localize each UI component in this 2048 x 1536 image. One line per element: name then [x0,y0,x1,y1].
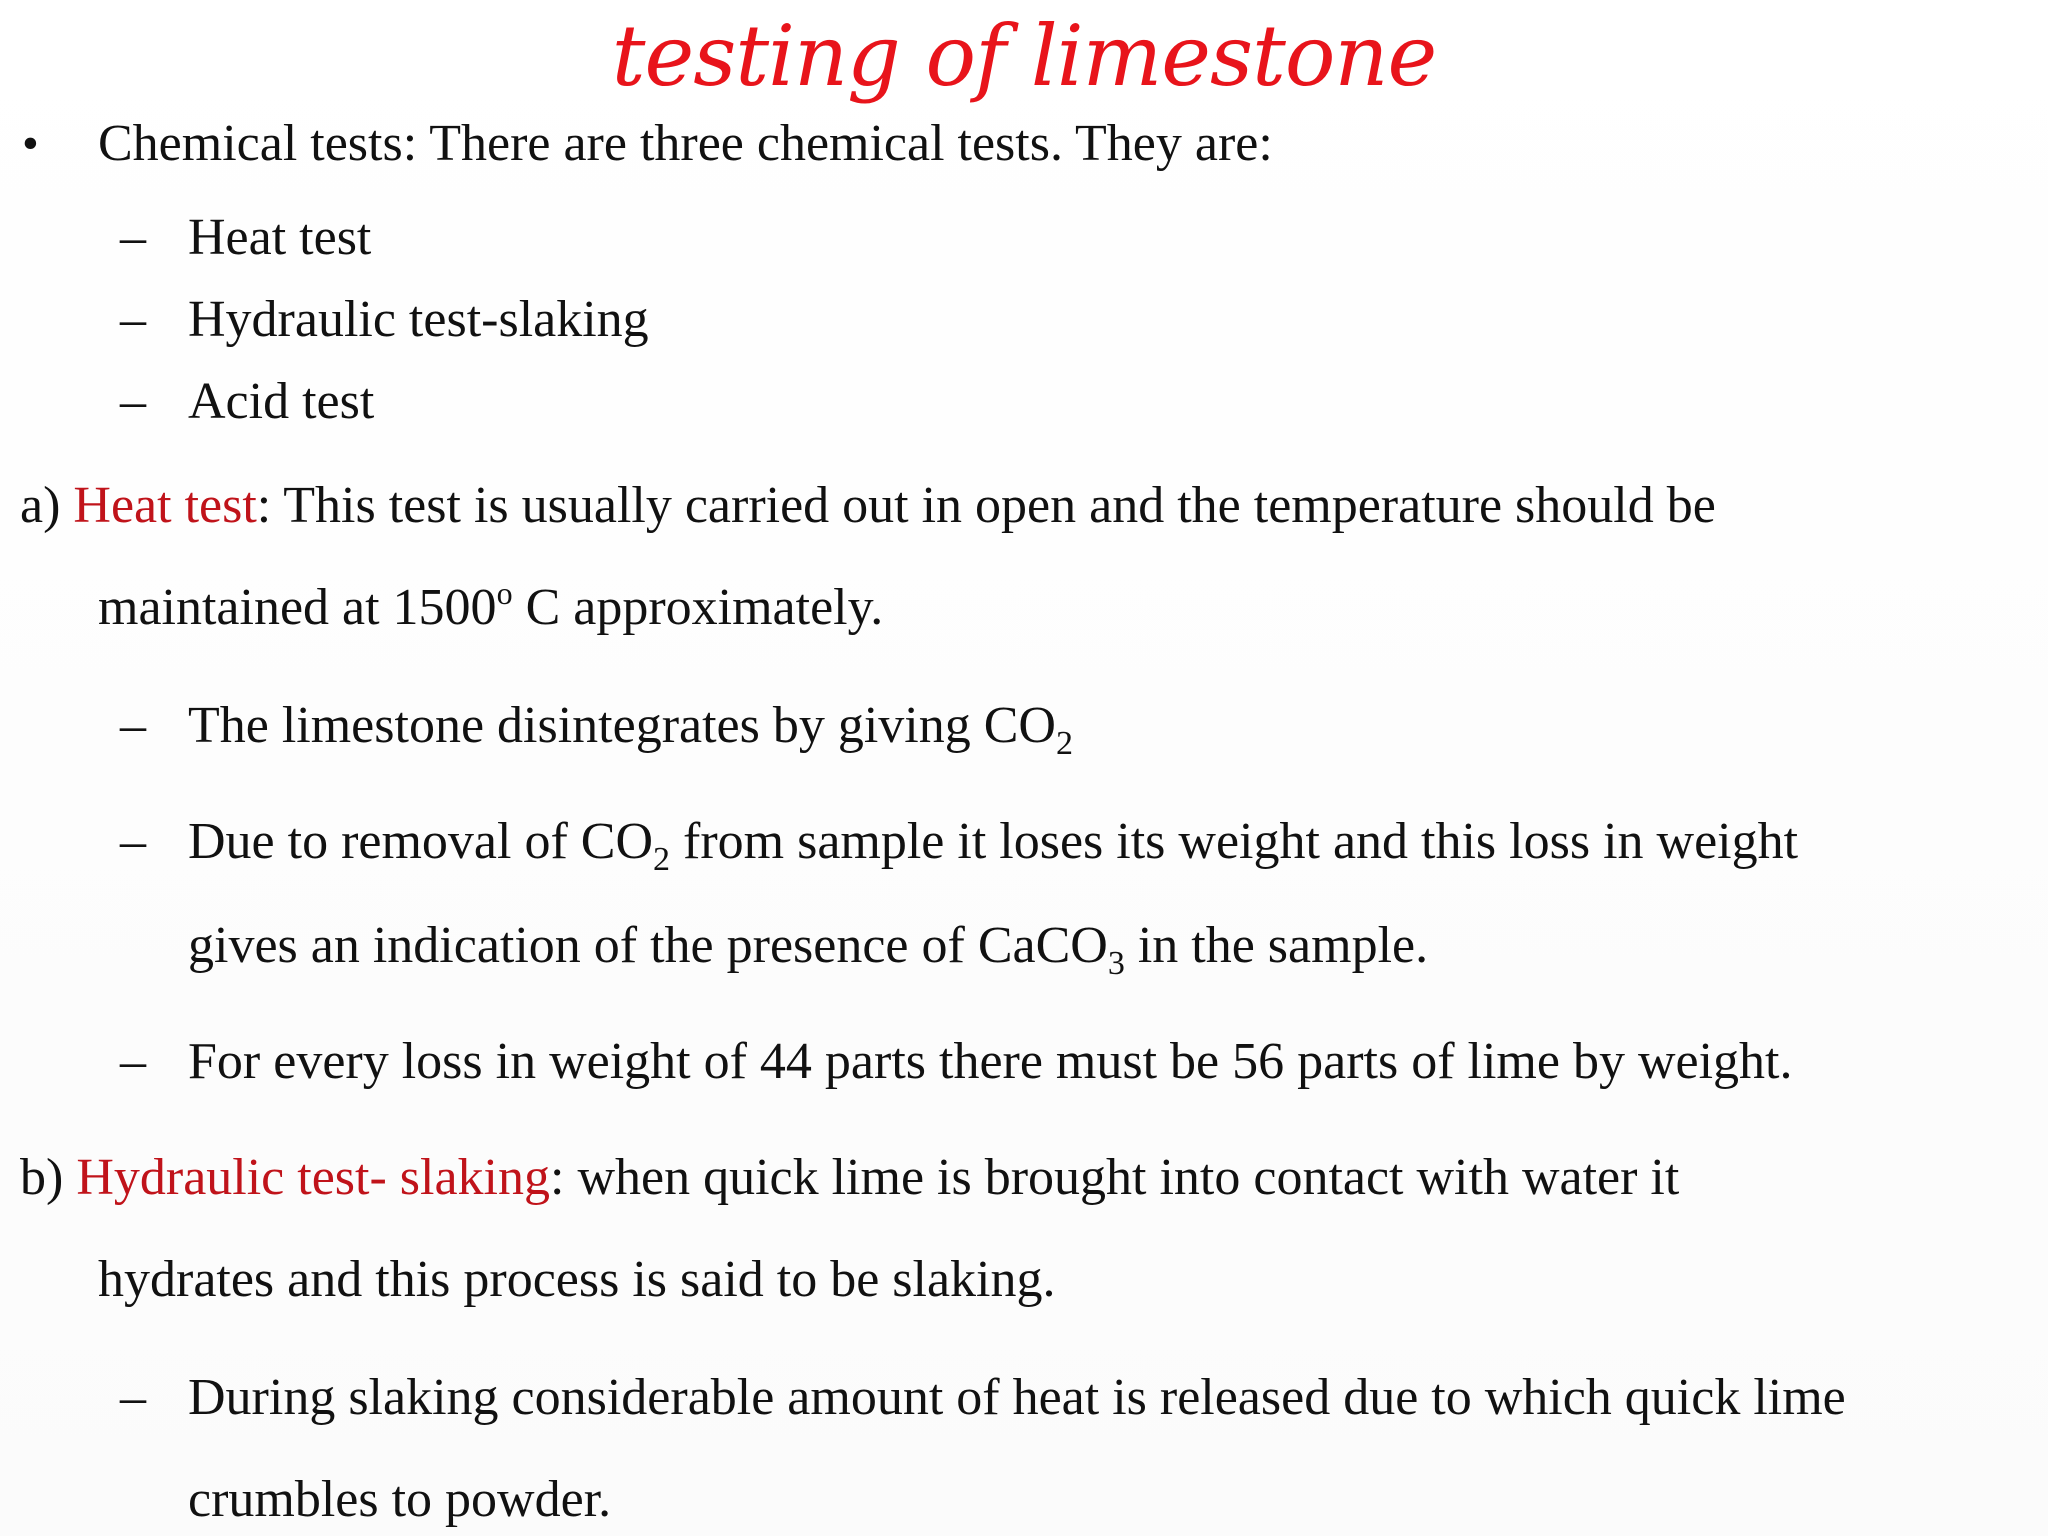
dash-icon: – [120,813,146,870]
section-b-prefix: b) [20,1149,77,1206]
section-a-point2-pre: Due to removal of CO [188,813,654,870]
section-b-text1: : when quick lime is brought into contact with water it [550,1149,1680,1206]
section-a-point2-line2-post: in the sample. [1124,917,1429,974]
intro-item-acid: Acid test [188,373,375,430]
section-b-line2: hydrates and this process is said to be slaking. [98,1251,1056,1308]
dash-icon: – [120,291,146,348]
section-b-heading: Hydraulic test- slaking [76,1149,550,1206]
degree-superscript: o [496,575,513,611]
subscript: 2 [653,841,671,878]
section-b-point1-line2: crumbles to powder. [188,1471,612,1528]
section-a-point3: For every loss in weight of 44 parts there must be 56 parts of lime by weight. [188,1033,1793,1090]
section-a-text2-post: C approximately. [512,579,884,636]
section-a-point1-text: The limestone disintegrates by giving CO [188,697,1056,754]
dash-icon: – [120,373,146,430]
section-a-point2-post: from sample it loses its weight and this loss in weight [670,813,1799,870]
section-a-point2-line1 [188,810,1799,878]
dash-icon: – [120,697,146,754]
dash-icon: – [120,1369,146,1426]
intro-item-heat: Heat test [188,209,372,266]
section-b-line1 [20,1146,1679,1210]
slide-title: testing of limestone [611,7,1437,105]
bullet-icon: • [22,117,39,170]
subscript: 3 [1107,945,1125,982]
section-a-line2 [98,576,883,640]
dash-icon: – [120,1033,146,1090]
intro-item-hydraulic: Hydraulic test-slaking [188,291,649,348]
intro-text: Chemical tests: There are three chemical tests. They are: [98,115,1273,172]
section-a-line1 [20,474,1716,538]
section-a-point2-line2 [188,914,1429,982]
section-a-text1: : This test is usually carried out in open and the temperature should be [256,477,1716,534]
section-a-prefix: a) [20,477,74,534]
section-b-point1-line1: During slaking considerable amount of heat is released due to which quick lime [188,1369,1846,1426]
section-a-text2-pre: maintained at 1500 [98,579,497,636]
section-a-point1 [188,694,1073,762]
section-a-heading: Heat test [73,477,257,534]
dash-icon: – [120,209,146,266]
section-a-point2-line2-pre: gives an indication of the presence of CaCO [188,917,1108,974]
subscript: 2 [1055,725,1073,762]
